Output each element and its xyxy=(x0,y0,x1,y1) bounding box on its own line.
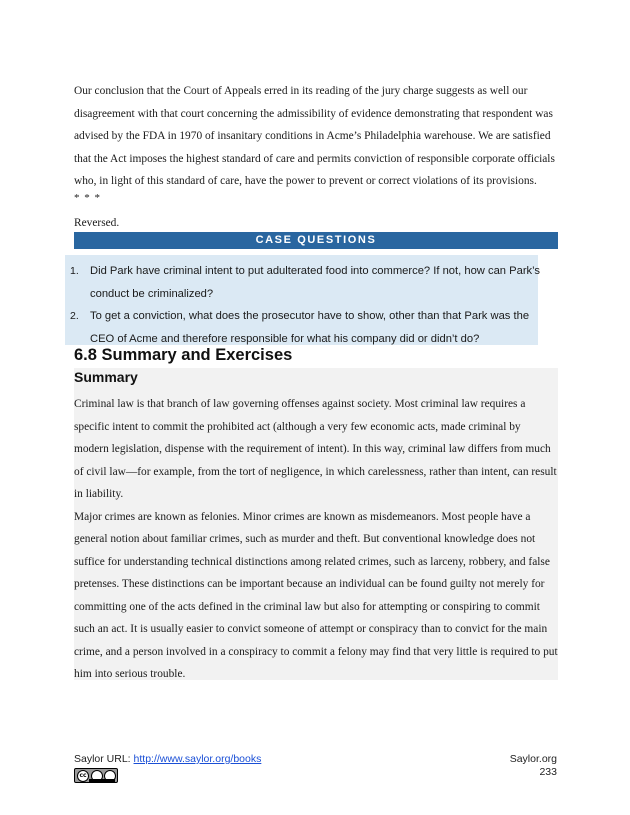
case-question-text: To get a conviction, what does the prosecutor have to show, other than that Park was the CEO of Acme and therefore responsible for what his company did or didn’t do? xyxy=(90,310,530,345)
footer-site: Saylor.org xyxy=(509,753,557,765)
case-question-item xyxy=(70,305,540,350)
case-questions-header: CASE QUESTIONS xyxy=(74,232,558,249)
footer-page-info xyxy=(510,753,557,779)
opinion-excerpt xyxy=(74,80,558,193)
section-title: 6.8 Summary and Exercises xyxy=(74,346,293,364)
license-strip xyxy=(89,779,115,782)
case-question-item xyxy=(70,260,540,305)
cc-icon: cc xyxy=(77,770,89,782)
summary-body xyxy=(74,393,558,686)
creative-commons-license-icon[interactable] xyxy=(74,768,118,783)
summary-heading: Summary xyxy=(74,369,138,385)
disposition-text: Reversed. xyxy=(74,217,120,229)
footer-url-label: Saylor URL: xyxy=(74,753,134,765)
section-break: * * * xyxy=(74,192,101,204)
footer-source xyxy=(74,753,261,765)
case-question-number: 1. xyxy=(70,265,79,277)
case-question-number: 2. xyxy=(70,310,79,322)
opinion-paragraph: Our conclusion that the Court of Appeals erred in its reading of the jury charge suggests as well our disagreement with that court concerning the admissibility of evidence demonstrating that respondent was advised by the FDA in 1970 of insanitary conditions in Acme’s Philadelphia warehouse. We are satisfied that the Act imposes the highest standard of care and permits conviction of responsible corporate officials who, in light of this standard of care, have the power to prevent or correct violations of its provisions. xyxy=(74,85,555,187)
page-number: 233 xyxy=(539,766,557,778)
footer-url-link[interactable]: http://www.saylor.org/books xyxy=(133,753,262,765)
summary-paragraph: Criminal law is that branch of law governing offenses against society. Most criminal law requires a specific intent to commit the prohibited act (although a very few economic acts, made criminal by modern legislation, dispense with the requirement of intent). In this way, criminal law differs from much of civil law—for example, from the tort of negligence, in which carelessness, rather than intent, can result in liability. xyxy=(74,398,557,500)
case-question-text: Did Park have criminal intent to put adulterated food into commerce? If not, how can Park’s conduct be criminalized? xyxy=(90,265,541,300)
summary-paragraph: Major crimes are known as felonies. Minor crimes are known as misdemeanors. Most people have a general notion about familiar crimes, such as murder and theft. But conventional knowledge does not suffice for understanding technical distinctions among related crimes, such as larceny, robbery, and false pretenses. These distinctions can be important because an individual can be found guilty not merely for committing one of the acts defined in the criminal law but also for attempting or conspiring to commit such an act. It is usually easier to convict someone of attempt or conspiracy than to convict for the main crime, and a person involved in a conspiracy to commit a felony may find that very little is required to put him into serious trouble. xyxy=(74,510,558,680)
case-questions-list xyxy=(70,260,540,350)
